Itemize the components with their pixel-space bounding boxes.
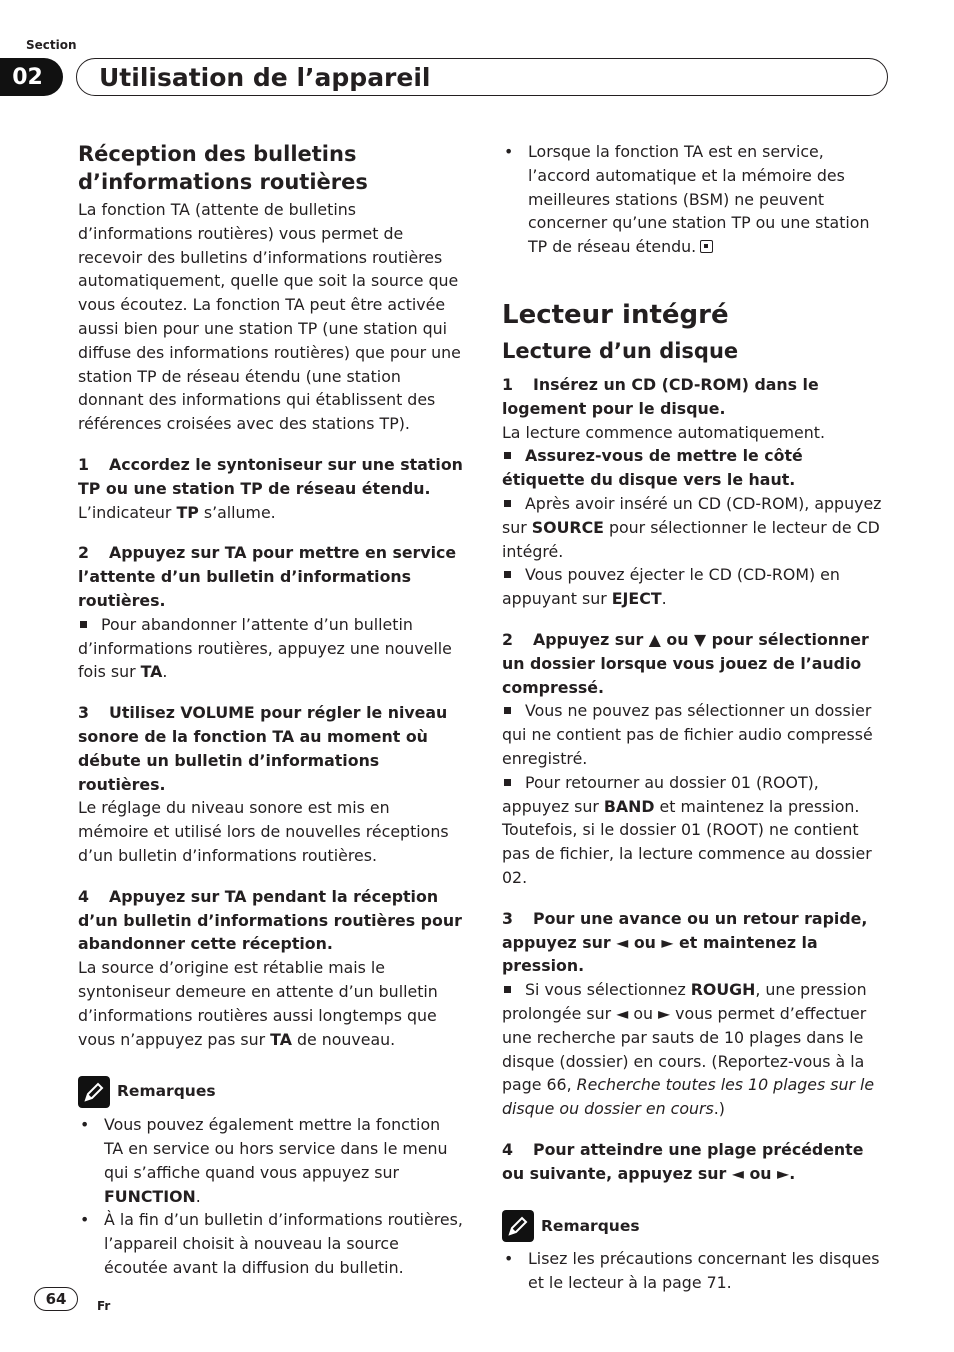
note-square-icon xyxy=(504,707,511,714)
left-step-4: 4 Appuyez sur TA pendant la réception d’un bulletin d’informations routières pour abandonner cette réception. xyxy=(78,886,462,954)
end-mark-icon xyxy=(700,240,713,253)
left-step-3: 3 Utilisez VOLUME pour régler le niveau sonore de la fonction TA au moment où débute un bulletin d’informations routières. xyxy=(78,703,448,794)
left-step-4-body: La source d’origine est rétablie mais le syntoniseur demeure en attente d’un bulletin d’informations routières aussi longtemps que vous n’appuyez pas sur TA de nouveau. xyxy=(78,958,438,1049)
right-remarks-header: Remarques xyxy=(502,1209,888,1243)
left-remark-1: • Vous pouvez également mettre la fonction TA en service ou hors service dans le menu qui s’affiche quand vous appuyez sur FUNCTION. xyxy=(78,1113,464,1208)
traffic-heading: Réception des bulletins d’informations routières xyxy=(78,142,368,194)
right-step-1-note-3: Vous pouvez éjecter le CD (CD-ROM) en appuyant sur EJECT. xyxy=(502,565,840,609)
left-remarks-header: Remarques xyxy=(78,1075,464,1109)
note-square-icon xyxy=(80,621,87,628)
left-column xyxy=(78,140,464,1280)
pencil-icon xyxy=(502,1210,534,1242)
traffic-intro: La fonction TA (attente de bulletins d’informations routières) vous permet de recevoir des bulletins d’informations routières automatiquement, quelle que soit la source que vous écoutez. La fonction TA peut être activée aussi bien pour une station TP (une station qui diffuse des informations routières) que pour une station TP de réseau étendu (une station donnant des informations qui établissent des références croisées avec des stations TP). xyxy=(78,200,461,434)
right-step-1: 1 Insérez un CD (CD-ROM) dans le logement pour le disque. xyxy=(502,374,819,418)
right-step-2-note-2: Pour retourner au dossier 01 (ROOT), appuyez sur BAND et maintenez la pression. Toutefois, si le dossier 01 (ROOT) ne contient pas de fichier, la lecture commence au dossier 02. xyxy=(502,772,872,887)
right-step-2: 2 Appuyez sur ▲ ou ▼ pour sélectionner un dossier lorsque vous jouez de l’audio compressé. xyxy=(502,629,869,697)
left-step-2: 2 Appuyez sur TA pour mettre en service l’attente d’un bulletin d’informations routières. xyxy=(78,543,457,610)
right-step-1-note-1: Assurez-vous de mettre le côté étiquette du disque vers le haut. xyxy=(502,446,803,490)
player-heading: Lecteur intégré xyxy=(502,299,729,330)
right-step-3: 3 Pour une avance ou un retour rapide, appuyez sur ◄ ou ► et maintenez la pression. xyxy=(502,908,868,976)
right-step-2-note-1: Vous ne pouvez pas sélectionner un dossier qui ne contient pas de fichier audio compressé enregistré. xyxy=(502,701,873,768)
left-remark-2: • À la fin d’un bulletin d’informations routières, l’appareil choisit à nouveau la source écoutée avant la diffusion du bulletin. xyxy=(78,1208,464,1279)
right-step-1-body: La lecture commence automatiquement. xyxy=(502,422,825,442)
left-step-1-body: L’indicateur TP s’allume. xyxy=(78,502,276,522)
left-step-1: 1 Accordez le syntoniseur sur une station TP ou une station TP de réseau étendu. xyxy=(78,454,463,498)
disc-subheading: Lecture d’un disque xyxy=(502,338,739,363)
left-step-3-body: Le réglage du niveau sonore est mis en mémoire et utilisé lors de nouvelles réceptions d’un bulletin d’informations routières. xyxy=(78,798,449,865)
language-code: Fr xyxy=(97,1299,111,1313)
right-step-4: 4 Pour atteindre une plage précédente ou suivante, appuyez sur ◄ ou ►. xyxy=(502,1139,864,1183)
right-top-bullet: • Lorsque la fonction TA est en service, l’accord automatique et la mémoire des meilleures stations (BSM) ne peuvent concerner qu’une station TP ou une station TP de réseau étendu. xyxy=(502,140,888,259)
section-title: Utilisation de l’appareil xyxy=(76,58,888,96)
right-remark-1: • Lisez les précautions concernant les disques et le lecteur à la page 71. xyxy=(502,1247,888,1295)
right-step-3-note: Si vous sélectionnez ROUGH, une pression prolongée sur ◄ ou ► vous permet d’effectuer une recherche par sauts de 10 plages dans le disque (dossier) en cours. (Reportez-vous à la page 66, Recherche toutes les 10 plages sur le disque ou dossier en cours.) xyxy=(502,980,875,1119)
right-step-1-note-2: Après avoir inséré un CD (CD-ROM), appuyez sur SOURCE pour sélectionner le lecteur de CD intégré. xyxy=(502,493,882,561)
page-number: 64 xyxy=(34,1287,78,1311)
note-square-icon xyxy=(504,986,511,993)
pencil-icon xyxy=(78,1076,110,1108)
section-label: Section xyxy=(26,38,77,52)
right-column xyxy=(502,140,888,1295)
note-square-icon xyxy=(504,452,511,459)
section-number-badge: 02 xyxy=(0,58,63,96)
note-square-icon xyxy=(504,500,511,507)
note-square-icon xyxy=(504,571,511,578)
left-step-2-note: Pour abandonner l’attente d’un bulletin d’informations routières, appuyez une nouvelle fois sur TA. xyxy=(78,614,452,682)
note-square-icon xyxy=(504,779,511,786)
